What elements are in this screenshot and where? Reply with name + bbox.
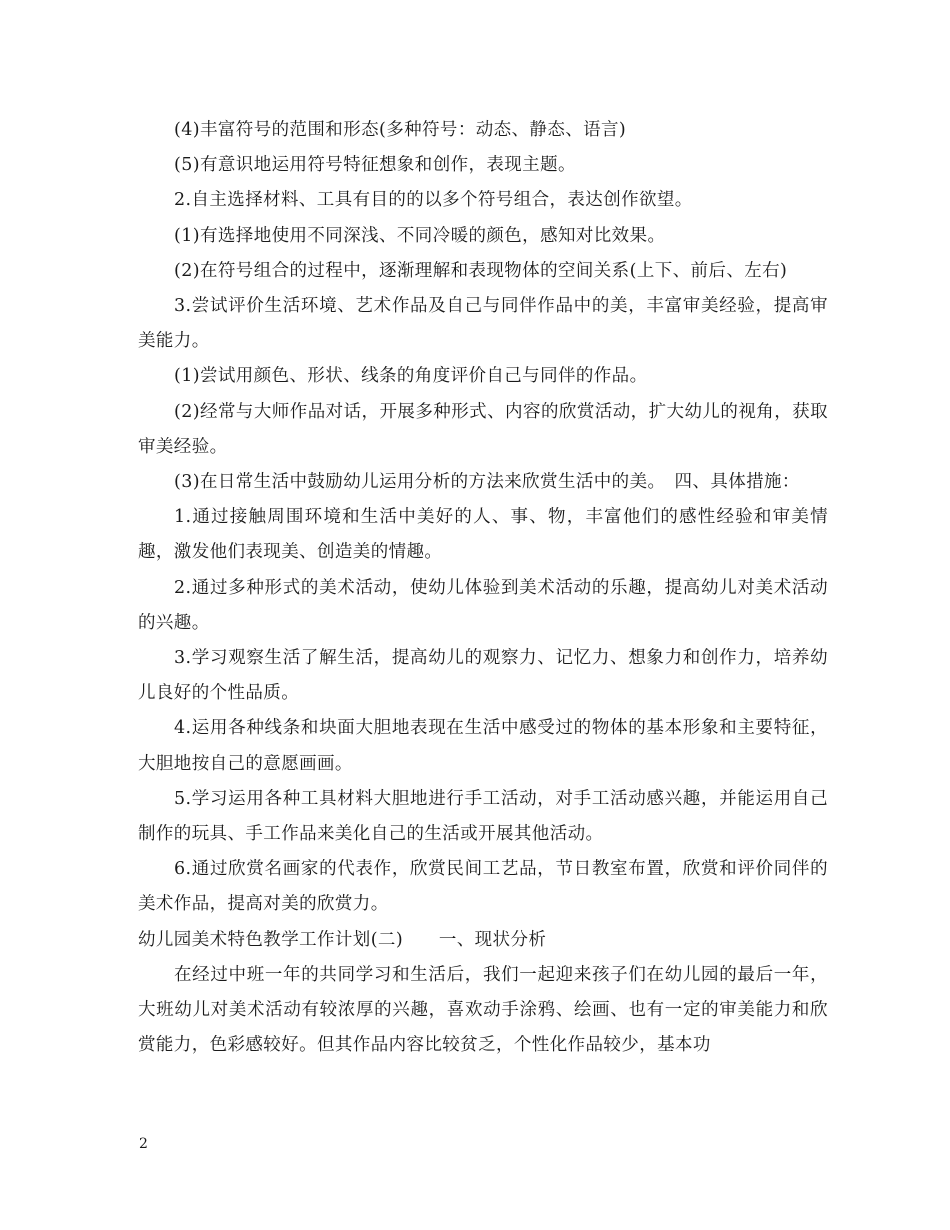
paragraph-10: 1.通过接触周围环境和生活中美好的人、事、物，丰富他们的感性经验和审美情趣，激发他们表现美、创造美的情趣。 — [138, 507, 828, 563]
paragraph-2: (5)有意识地运用符号特征想象和创作，表现主题。 — [174, 155, 576, 176]
paragraph-7: (1)尝试用颜色、形状、线条的角度评价自己与同伴的作品。 — [174, 366, 648, 387]
section-heading: 幼儿园美术特色教学工作计划(二) 一、现状分析 — [138, 929, 547, 950]
paragraph-4: (1)有选择地使用不同深浅、不同冷暖的颜色，感知对比效果。 — [174, 225, 666, 246]
paragraph-5: (2)在符号组合的过程中，逐渐理解和表现物体的空间关系(上下、前后、左右) — [174, 260, 788, 281]
paragraph-11: 2.通过多种形式的美术活动，使幼儿体验到美术活动的乐趣，提高幼儿对美术活动的兴趣。 — [138, 577, 828, 633]
paragraph-12: 3.学习观察生活了解生活，提高幼儿的观察力、记忆力、想象力和创作力，培养幼儿良好的个性品质。 — [138, 648, 828, 704]
paragraph-8: (2)经常与大师作品对话，开展多种形式、内容的欣赏活动，扩大幼儿的视角，获取审美经验。 — [138, 401, 828, 457]
paragraph-14: 5.学习运用各种工具材料大胆地进行手工活动，对手工活动感兴趣，并能运用自己制作的玩具、手工作品来美化自己的生活或开展其他活动。 — [138, 788, 828, 845]
paragraph-13: 4.运用各种线条和块面大胆地表现在生活中感受过的物体的基本形象和主要特征，大胆地按自己的意愿画画。 — [138, 718, 828, 774]
paragraph-1: (4)丰富符号的范围和形态(多种符号：动态、静态、语言) — [174, 120, 627, 140]
paragraph-3: 2.自主选择材料、工具有目的的以多个符号组合，表达创作欲望。 — [174, 190, 693, 211]
paragraph-15: 6.通过欣赏名画家的代表作，欣赏民间工艺品，节日教室布置，欣赏和评价同伴的美术作品，提高对美的欣赏力。 — [138, 859, 828, 915]
paragraph-6: 3.尝试评价生活环境、艺术作品及自己与同伴作品中的美，丰富审美经验，提高审美能力。 — [138, 296, 828, 352]
paragraph-9: (3)在日常生活中鼓励幼儿运用分析的方法来欣赏生活中的美。 四、具体措施： — [174, 472, 800, 493]
paragraph-17: 在经过中班一年的共同学习和生活后，我们一起迎来孩子们在幼儿园的最后一年，大班幼儿对美术活动有较浓厚的兴趣，喜欢动手涂鸦、绘画、也有一定的审美能力和欣赏能力，色彩感较好。但其作品内容比较贫乏，个性化作品较少，基本功 — [138, 964, 828, 1056]
page-number: 2 — [139, 1136, 148, 1152]
document-body — [138, 113, 828, 1063]
